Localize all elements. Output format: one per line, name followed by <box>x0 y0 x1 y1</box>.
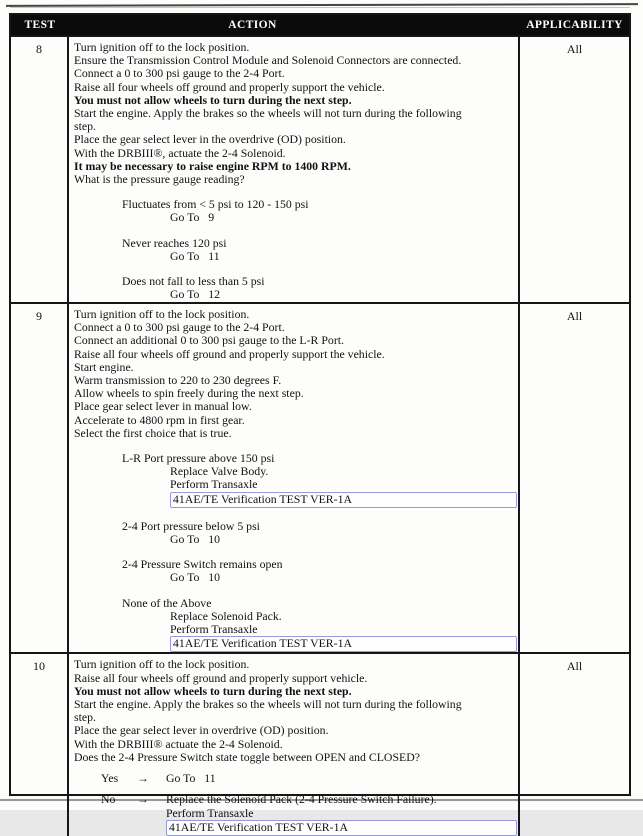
action-line: L-R Port pressure above 150 psi <box>122 451 275 466</box>
action-line: Raise all four wheels off ground and properly support vehicle. <box>74 670 368 685</box>
action-line: step. <box>74 119 96 134</box>
action-line: Ensure the Transmission Control Module and Solenoid Connectors are connected. <box>74 53 462 68</box>
ver-1a-link[interactable]: 41AE/TE Verification TEST VER-1A <box>166 820 517 836</box>
action-line: It may be necessary to raise engine RPM to 1400 RPM. <box>74 158 351 173</box>
action-line: Connect a 0 to 300 psi gauge to the 2-4 Port. <box>74 320 285 335</box>
action-line: Replace Valve Body. <box>170 464 269 479</box>
applicability-value: All <box>566 42 583 56</box>
action-line: Turn ignition off to the lock position. <box>74 40 250 54</box>
action-line: Connect an additional 0 to 300 psi gauge to the L-R Port. <box>74 333 344 348</box>
action-line: Place the gear select lever in the overdrive (OD) position. <box>74 132 346 147</box>
choice-line <box>74 772 517 785</box>
action-line: Start the engine. Apply the brakes so the wheels will not turn during the following <box>74 697 462 712</box>
action-line: Turn ignition off to the lock position. <box>74 657 250 672</box>
action-line: Connect a 0 to 300 psi gauge to the 2-4 Port. <box>74 66 285 81</box>
action-line: Go To 11 <box>170 248 220 263</box>
action-line: Go To 10 <box>170 532 221 547</box>
action-line: Go To 10 <box>170 570 221 585</box>
action-cell <box>69 304 520 652</box>
table-header-row <box>11 15 629 35</box>
applicability-value: All <box>566 309 583 323</box>
action-line: Raise all four wheels off ground and properly support the vehicle. <box>74 79 385 94</box>
action-line: Turn ignition off to the lock position. <box>74 307 250 321</box>
action-line: Select the first choice that is true. <box>74 425 232 440</box>
table-row <box>11 302 629 652</box>
table-row <box>11 35 629 302</box>
action-line: Go To 9 <box>170 210 215 225</box>
ver-1a-link[interactable]: 41AE/TE Verification TEST VER-1A <box>170 636 517 652</box>
action-line: Does not fall to less than 5 psi <box>122 274 265 289</box>
choice-label: Yes <box>101 771 119 786</box>
arrow-glyph: → <box>137 771 149 786</box>
diagnostic-table <box>9 13 631 834</box>
action-line: Accelerate to 4800 rpm in first gear. <box>74 412 245 427</box>
action-line: You must not allow wheels to turn during the next step. <box>74 683 352 698</box>
action-line: 2-4 Pressure Switch remains open <box>122 557 283 572</box>
action-line: Never reaches 120 psi <box>122 235 227 250</box>
header-action: ACTION <box>228 19 277 31</box>
action-line: You must not allow wheels to turn during the next step. <box>74 92 352 107</box>
choice-result: Go To 11 <box>166 771 216 786</box>
action-line: Does the 2-4 Pressure Switch state toggle between OPEN and CLOSED? <box>74 749 420 764</box>
action-line: Perform Transaxle 41AE/TE Verification TEST VER-1A <box>74 478 517 507</box>
choice-result: Replace the Solenoid Pack (2-4 Pressure Switch Failure). <box>166 792 437 807</box>
choice-line <box>74 793 517 806</box>
action-line: Place gear select lever in manual low. <box>74 399 252 414</box>
table-row <box>11 652 629 835</box>
action-line: Perform Transaxle 41AE/TE Verification TEST VER-1A <box>74 623 517 652</box>
line-spacer <box>74 585 517 597</box>
action-line: Replace Solenoid Pack. <box>170 608 282 623</box>
table-body <box>11 35 629 836</box>
action-line: Place the gear select lever in overdrive (OD) position. <box>74 723 329 738</box>
applicability-value: All <box>566 659 583 674</box>
action-line: Allow wheels to spin freely during the next step. <box>74 386 304 401</box>
action-line: None of the Above <box>122 595 212 610</box>
action-line: With the DRBIII®, actuate the 2-4 Solenoid. <box>74 145 286 160</box>
action-line: What is the pressure gauge reading? <box>74 172 245 187</box>
action-line: Start the engine. Apply the brakes so the wheels will not turn during the following <box>74 106 462 121</box>
choice-label: No <box>101 792 116 807</box>
action-line: With the DRBIII® actuate the 2-4 Solenoid. <box>74 736 283 751</box>
action-line: Go To 12 <box>170 287 221 302</box>
action-line: Start engine. <box>74 359 134 374</box>
action-line: step. <box>74 710 96 725</box>
action-line: Raise all four wheels off ground and properly support the vehicle. <box>74 346 385 361</box>
action-cell <box>69 37 520 302</box>
header-applicability: APPLICABILITY <box>526 19 623 31</box>
action-line: Perform Transaxle 41AE/TE Verification TEST VER-1A <box>74 807 517 836</box>
header-test: TEST <box>24 19 56 31</box>
arrow-glyph: → <box>137 792 149 807</box>
test-number: 10 <box>11 654 69 835</box>
test-number: 8 <box>11 37 69 302</box>
scan-artifact-top-2 <box>10 7 630 8</box>
action-line: Fluctuates from < 5 psi to 120 - 150 psi <box>122 197 309 212</box>
action-cell <box>69 654 520 835</box>
line-spacer <box>74 225 517 237</box>
action-line: Warm transmission to 220 to 230 degrees F. <box>74 373 282 388</box>
test-number: 9 <box>11 304 69 652</box>
ver-1a-link[interactable]: 41AE/TE Verification TEST VER-1A <box>170 492 517 508</box>
action-line: 2-4 Port pressure below 5 psi <box>122 518 260 533</box>
